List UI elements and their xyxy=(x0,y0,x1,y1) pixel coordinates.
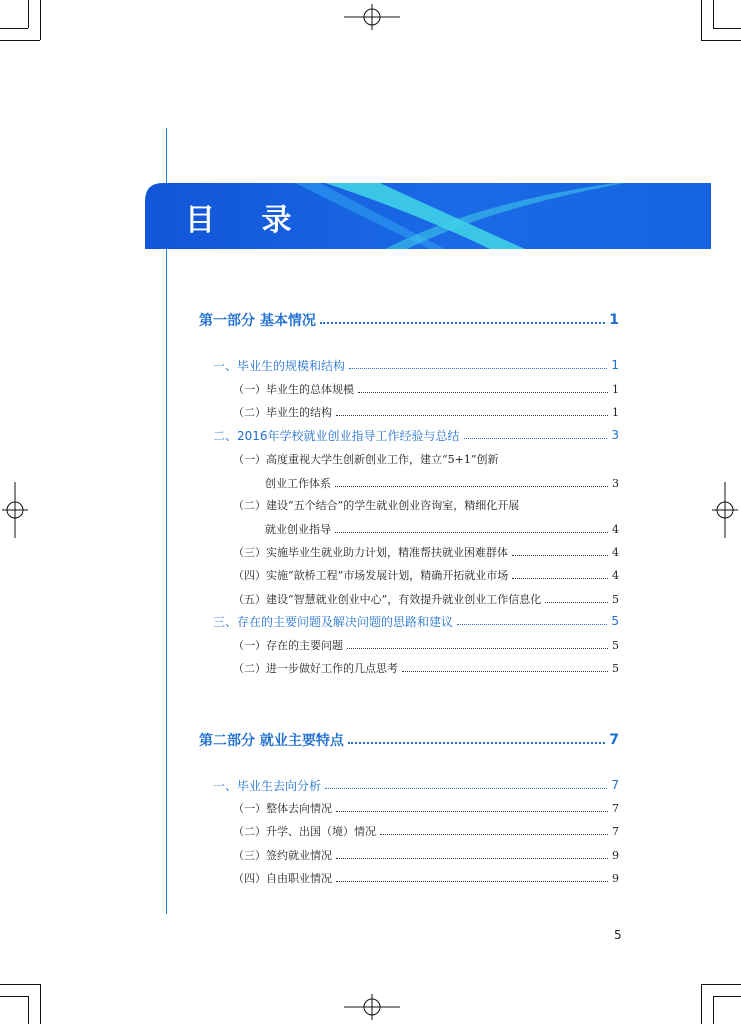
page-title: 目 录 xyxy=(185,203,310,238)
crop-mark xyxy=(713,28,741,29)
toc-section[interactable] xyxy=(213,356,619,374)
toc-section[interactable] xyxy=(213,612,619,630)
toc-section-label: 三、存在的主要问题及解决问题的思路和建议 xyxy=(213,614,454,629)
toc-section-label: 二、2016年学校就业创业指导工作经验与总结 xyxy=(213,428,460,443)
leader-dots xyxy=(347,648,608,649)
toc-page-number: 1 xyxy=(612,405,619,419)
leader-dots xyxy=(348,742,605,744)
toc-section-label: 一、毕业生的规模和结构 xyxy=(213,358,346,373)
toc-item[interactable] xyxy=(265,520,619,538)
toc-page-number: 1 xyxy=(611,358,619,372)
toc-item-label: （二）升学、出国（境）情况 xyxy=(233,825,376,838)
crop-mark xyxy=(701,0,702,40)
toc-item[interactable] xyxy=(233,403,619,421)
toc-item-label: （二）进一步做好工作的几点思考 xyxy=(233,662,398,675)
toc-page-number: 5 xyxy=(612,592,619,606)
toc-item[interactable] xyxy=(233,869,619,887)
leader-dots xyxy=(464,438,608,439)
toc-page-number: 3 xyxy=(612,476,619,490)
toc-item-label: （一）毕业生的总体规模 xyxy=(233,383,354,396)
toc-item-label: 创业工作体系 xyxy=(265,477,331,490)
crop-mark xyxy=(28,0,29,28)
toc-page-number: 7 xyxy=(609,732,619,748)
toc-part-label: 第一部分 基本情况 xyxy=(199,313,316,329)
leader-dots xyxy=(336,858,608,859)
toc-item[interactable] xyxy=(233,590,619,608)
toc-part-heading[interactable] xyxy=(199,731,619,749)
crop-mark xyxy=(0,984,40,985)
toc-item[interactable] xyxy=(233,822,619,840)
toc-page-number: 5 xyxy=(612,638,619,652)
crop-mark xyxy=(28,996,29,1024)
leader-dots xyxy=(380,834,608,835)
toc-item-label: （二）毕业生的结构 xyxy=(233,406,332,419)
leader-dots xyxy=(336,881,608,882)
crop-mark xyxy=(701,984,702,1024)
toc-page-number: 7 xyxy=(612,801,619,815)
leader-dots xyxy=(512,555,608,556)
toc-item[interactable] xyxy=(233,846,619,864)
crop-mark xyxy=(0,40,40,41)
toc-page-number: 3 xyxy=(611,428,619,442)
toc-item[interactable] xyxy=(233,543,619,561)
crop-mark xyxy=(713,996,741,997)
crop-mark xyxy=(40,984,41,1024)
toc-section[interactable] xyxy=(213,776,619,794)
toc-page-number: 7 xyxy=(611,778,619,792)
crop-mark xyxy=(701,984,741,985)
toc-page-number: 4 xyxy=(612,568,619,582)
toc-part-label: 第二部分 就业主要特点 xyxy=(199,733,344,749)
page-number: 5 xyxy=(614,928,622,942)
toc-page-number: 4 xyxy=(612,545,619,559)
leader-dots xyxy=(349,368,607,369)
toc-page-number: 5 xyxy=(611,614,619,628)
toc-item-label: 就业创业指导 xyxy=(265,523,331,536)
crop-mark xyxy=(701,40,741,41)
registration-mark-icon xyxy=(344,4,400,30)
toc-page-number: 5 xyxy=(612,661,619,675)
registration-mark-icon xyxy=(712,482,738,538)
crop-mark xyxy=(40,0,41,40)
toc-section[interactable] xyxy=(213,426,619,444)
toc-page-number: 7 xyxy=(612,824,619,838)
toc-page-number: 9 xyxy=(612,871,619,885)
leader-dots xyxy=(545,602,608,603)
toc-item-label: （四）实施“歆桥工程”市场发展计划，精确开拓就业市场 xyxy=(233,569,509,582)
toc-item[interactable] xyxy=(233,566,619,584)
toc-item-label: （一）存在的主要问题 xyxy=(233,639,343,652)
toc-item[interactable] xyxy=(233,636,619,654)
toc-item[interactable] xyxy=(233,659,619,677)
toc-item-line1[interactable]: （二）建设“五个结合”的学生就业创业咨询室，精细化开展 xyxy=(233,499,520,512)
toc-item-label: （四）自由职业情况 xyxy=(233,872,332,885)
leader-dots xyxy=(336,415,608,416)
toc-item[interactable] xyxy=(265,474,619,492)
registration-mark-icon xyxy=(2,482,28,538)
crop-mark xyxy=(713,996,714,1024)
toc-page-number: 4 xyxy=(612,522,619,536)
leader-dots xyxy=(335,532,608,533)
leader-dots xyxy=(457,624,607,625)
toc-part-heading[interactable] xyxy=(199,311,619,329)
leader-dots xyxy=(335,486,608,487)
crop-mark xyxy=(0,28,28,29)
toc-page-number: 1 xyxy=(609,312,619,328)
leader-dots xyxy=(320,322,605,324)
toc-section-label: 一、毕业生去向分析 xyxy=(213,778,322,793)
toc-item[interactable] xyxy=(233,380,619,398)
leader-dots xyxy=(336,811,608,812)
toc-item-label: （三）实施毕业生就业助力计划，精准帮扶就业困难群体 xyxy=(233,546,508,559)
leader-dots xyxy=(402,671,608,672)
toc-page-number: 9 xyxy=(612,848,619,862)
leader-dots xyxy=(325,788,607,789)
leader-dots xyxy=(358,392,608,393)
toc-page-number: 1 xyxy=(612,382,619,396)
toc-item-label: （一）整体去向情况 xyxy=(233,802,332,815)
toc-item-label: （三）签约就业情况 xyxy=(233,849,332,862)
crop-mark xyxy=(713,0,714,28)
leader-dots xyxy=(512,578,608,579)
crop-mark xyxy=(0,996,28,997)
toc-item-label: （五）建设“智慧就业创业中心”，有效提升就业创业工作信息化 xyxy=(233,593,542,606)
toc-item[interactable] xyxy=(233,799,619,817)
toc-item-line1[interactable]: （一）高度重视大学生创新创业工作，建立“5+1”创新 xyxy=(233,453,499,466)
registration-mark-icon xyxy=(344,994,400,1020)
